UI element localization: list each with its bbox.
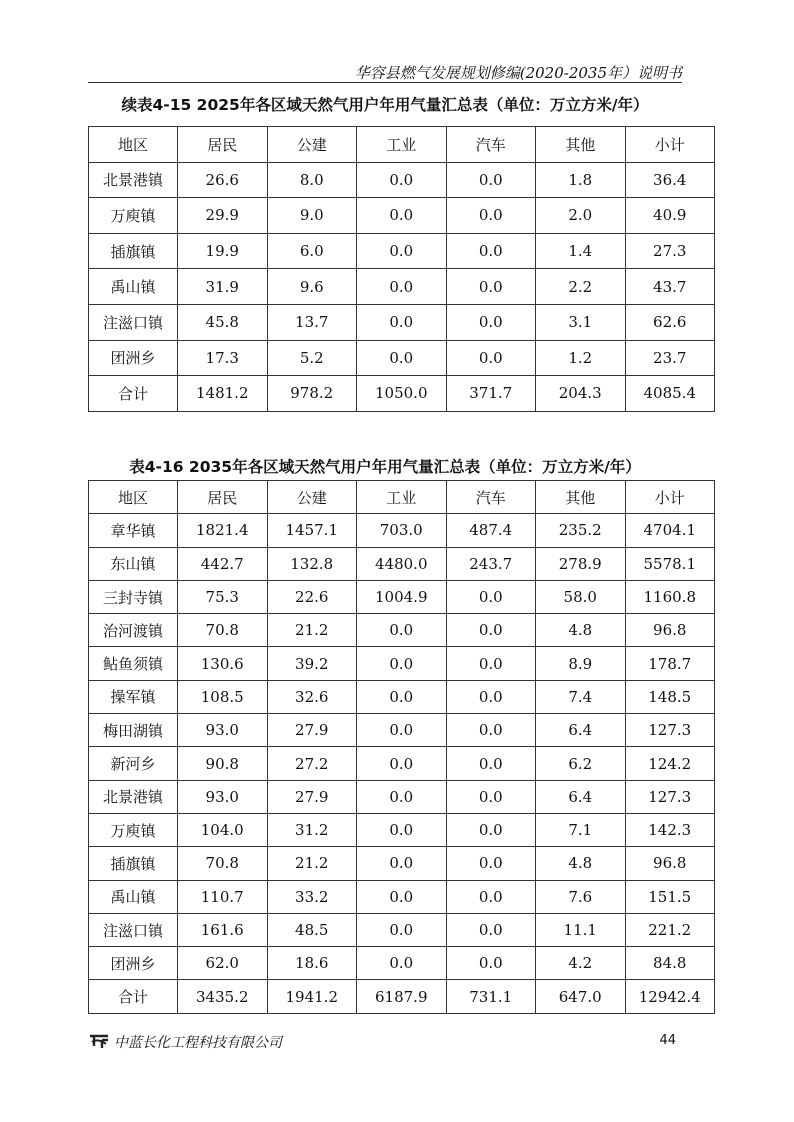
value-cell: 161.6 xyxy=(178,913,268,946)
value-cell: 6.0 xyxy=(267,233,357,269)
value-cell: 731.1 xyxy=(446,980,536,1013)
value-cell: 0.0 xyxy=(357,780,447,813)
value-cell: 9.6 xyxy=(267,269,357,305)
value-cell: 0.0 xyxy=(446,269,536,305)
column-header: 小计 xyxy=(625,481,715,514)
column-header: 汽车 xyxy=(446,481,536,514)
table-row xyxy=(89,813,715,846)
table-row xyxy=(89,233,715,269)
value-cell: 40.9 xyxy=(625,198,715,234)
value-cell: 1160.8 xyxy=(625,580,715,613)
value-cell: 7.1 xyxy=(536,813,626,846)
table-header-row xyxy=(89,127,715,163)
value-cell: 2.0 xyxy=(536,198,626,234)
value-cell: 0.0 xyxy=(446,913,536,946)
value-cell: 104.0 xyxy=(178,813,268,846)
value-cell: 27.2 xyxy=(267,747,357,780)
column-header: 汽车 xyxy=(446,127,536,163)
value-cell: 19.9 xyxy=(178,233,268,269)
value-cell: 0.0 xyxy=(446,714,536,747)
region-cell: 章华镇 xyxy=(89,514,178,547)
value-cell: 148.5 xyxy=(625,680,715,713)
value-cell: 127.3 xyxy=(625,780,715,813)
value-cell: 127.3 xyxy=(625,714,715,747)
value-cell: 0.0 xyxy=(357,813,447,846)
table-row xyxy=(89,647,715,680)
value-cell: 84.8 xyxy=(625,947,715,980)
value-cell: 0.0 xyxy=(446,647,536,680)
value-cell: 0.0 xyxy=(446,580,536,613)
value-cell: 39.2 xyxy=(267,647,357,680)
value-cell: 0.0 xyxy=(446,614,536,647)
column-header: 公建 xyxy=(267,481,357,514)
table-row xyxy=(89,304,715,340)
value-cell: 0.0 xyxy=(446,198,536,234)
table-row xyxy=(89,880,715,913)
table-row xyxy=(89,680,715,713)
value-cell: 130.6 xyxy=(178,647,268,680)
table-row xyxy=(89,947,715,980)
value-cell: 0.0 xyxy=(357,647,447,680)
region-cell: 东山镇 xyxy=(89,547,178,580)
value-cell: 6.2 xyxy=(536,747,626,780)
value-cell: 442.7 xyxy=(178,547,268,580)
value-cell: 0.0 xyxy=(357,269,447,305)
value-cell: 0.0 xyxy=(357,233,447,269)
table2-caption: 表4-16 2035年各区域天然气用户年用气量汇总表（单位：万立方米/年） xyxy=(129,458,641,476)
column-header: 工业 xyxy=(357,127,447,163)
value-cell: 43.7 xyxy=(625,269,715,305)
header-divider xyxy=(88,82,682,83)
value-cell: 0.0 xyxy=(446,947,536,980)
value-cell: 36.4 xyxy=(625,162,715,198)
region-cell: 注滋口镇 xyxy=(89,304,178,340)
value-cell: 90.8 xyxy=(178,747,268,780)
value-cell: 0.0 xyxy=(357,162,447,198)
value-cell: 0.0 xyxy=(357,947,447,980)
table-row xyxy=(89,376,715,412)
region-cell: 三封寺镇 xyxy=(89,580,178,613)
value-cell: 27.9 xyxy=(267,780,357,813)
value-cell: 0.0 xyxy=(446,747,536,780)
value-cell: 1050.0 xyxy=(357,376,447,412)
company-name: 中蓝长化工程科技有限公司 xyxy=(114,1035,282,1051)
value-cell: 21.2 xyxy=(267,847,357,880)
value-cell: 1.8 xyxy=(536,162,626,198)
column-header: 小计 xyxy=(625,127,715,163)
value-cell: 0.0 xyxy=(357,304,447,340)
value-cell: 5578.1 xyxy=(625,547,715,580)
value-cell: 243.7 xyxy=(446,547,536,580)
value-cell: 6187.9 xyxy=(357,980,447,1013)
column-header: 居民 xyxy=(178,481,268,514)
value-cell: 62.0 xyxy=(178,947,268,980)
table-row xyxy=(89,340,715,376)
value-cell: 647.0 xyxy=(536,980,626,1013)
value-cell: 978.2 xyxy=(267,376,357,412)
value-cell: 278.9 xyxy=(536,547,626,580)
column-header: 工业 xyxy=(357,481,447,514)
region-cell: 万庾镇 xyxy=(89,198,178,234)
table-row xyxy=(89,847,715,880)
region-cell: 合计 xyxy=(89,376,178,412)
value-cell: 18.6 xyxy=(267,947,357,980)
value-cell: 0.0 xyxy=(446,847,536,880)
value-cell: 58.0 xyxy=(536,580,626,613)
value-cell: 8.9 xyxy=(536,647,626,680)
table1-gas-usage-2025 xyxy=(88,126,715,412)
value-cell: 132.8 xyxy=(267,547,357,580)
value-cell: 27.9 xyxy=(267,714,357,747)
page-header-title: 华容县燃气发展规划修编(2020-2035年）说明书 xyxy=(354,64,682,82)
value-cell: 1941.2 xyxy=(267,980,357,1013)
value-cell: 22.6 xyxy=(267,580,357,613)
value-cell: 0.0 xyxy=(357,913,447,946)
value-cell: 0.0 xyxy=(357,340,447,376)
company-logo-icon xyxy=(88,1032,110,1050)
region-cell: 禹山镇 xyxy=(89,880,178,913)
value-cell: 487.4 xyxy=(446,514,536,547)
region-cell: 万庾镇 xyxy=(89,813,178,846)
value-cell: 62.6 xyxy=(625,304,715,340)
table-row xyxy=(89,269,715,305)
value-cell: 33.2 xyxy=(267,880,357,913)
table-row xyxy=(89,780,715,813)
value-cell: 1457.1 xyxy=(267,514,357,547)
value-cell: 4704.1 xyxy=(625,514,715,547)
column-header: 地区 xyxy=(89,127,178,163)
value-cell: 7.6 xyxy=(536,880,626,913)
value-cell: 6.4 xyxy=(536,714,626,747)
value-cell: 1.2 xyxy=(536,340,626,376)
page-footer xyxy=(88,1030,682,1052)
column-header: 其他 xyxy=(536,127,626,163)
value-cell: 0.0 xyxy=(357,614,447,647)
value-cell: 235.2 xyxy=(536,514,626,547)
region-cell: 禹山镇 xyxy=(89,269,178,305)
value-cell: 13.7 xyxy=(267,304,357,340)
value-cell: 2.2 xyxy=(536,269,626,305)
value-cell: 7.4 xyxy=(536,680,626,713)
value-cell: 8.0 xyxy=(267,162,357,198)
value-cell: 29.9 xyxy=(178,198,268,234)
value-cell: 0.0 xyxy=(446,880,536,913)
table-row xyxy=(89,747,715,780)
value-cell: 23.7 xyxy=(625,340,715,376)
table-row xyxy=(89,580,715,613)
region-cell: 团洲乡 xyxy=(89,947,178,980)
table-header-row xyxy=(89,481,715,514)
table-row xyxy=(89,714,715,747)
value-cell: 0.0 xyxy=(357,747,447,780)
value-cell: 9.0 xyxy=(267,198,357,234)
value-cell: 1481.2 xyxy=(178,376,268,412)
value-cell: 0.0 xyxy=(446,233,536,269)
value-cell: 3435.2 xyxy=(178,980,268,1013)
value-cell: 0.0 xyxy=(446,304,536,340)
value-cell: 142.3 xyxy=(625,813,715,846)
table1-caption: 续表4-15 2025年各区域天然气用户年用气量汇总表（单位：万立方米/年） xyxy=(121,96,649,114)
value-cell: 32.6 xyxy=(267,680,357,713)
value-cell: 17.3 xyxy=(178,340,268,376)
table-row xyxy=(89,198,715,234)
region-cell: 注滋口镇 xyxy=(89,913,178,946)
value-cell: 31.2 xyxy=(267,813,357,846)
region-cell: 鲇鱼须镇 xyxy=(89,647,178,680)
value-cell: 0.0 xyxy=(357,714,447,747)
column-header: 地区 xyxy=(89,481,178,514)
value-cell: 108.5 xyxy=(178,680,268,713)
value-cell: 703.0 xyxy=(357,514,447,547)
region-cell: 插旗镇 xyxy=(89,847,178,880)
value-cell: 48.5 xyxy=(267,913,357,946)
value-cell: 96.8 xyxy=(625,847,715,880)
column-header: 公建 xyxy=(267,127,357,163)
region-cell: 新河乡 xyxy=(89,747,178,780)
value-cell: 5.2 xyxy=(267,340,357,376)
value-cell: 11.1 xyxy=(536,913,626,946)
value-cell: 0.0 xyxy=(446,680,536,713)
value-cell: 221.2 xyxy=(625,913,715,946)
value-cell: 70.8 xyxy=(178,614,268,647)
region-cell: 梅田湖镇 xyxy=(89,714,178,747)
region-cell: 北景港镇 xyxy=(89,780,178,813)
value-cell: 4085.4 xyxy=(625,376,715,412)
value-cell: 110.7 xyxy=(178,880,268,913)
value-cell: 1.4 xyxy=(536,233,626,269)
region-cell: 插旗镇 xyxy=(89,233,178,269)
value-cell: 26.6 xyxy=(178,162,268,198)
table-row xyxy=(89,913,715,946)
region-cell: 北景港镇 xyxy=(89,162,178,198)
value-cell: 0.0 xyxy=(357,198,447,234)
value-cell: 21.2 xyxy=(267,614,357,647)
table-row xyxy=(89,514,715,547)
region-cell: 治河渡镇 xyxy=(89,614,178,647)
value-cell: 151.5 xyxy=(625,880,715,913)
value-cell: 0.0 xyxy=(446,780,536,813)
table-row xyxy=(89,980,715,1013)
value-cell: 31.9 xyxy=(178,269,268,305)
value-cell: 0.0 xyxy=(446,813,536,846)
value-cell: 4.2 xyxy=(536,947,626,980)
table-row xyxy=(89,547,715,580)
value-cell: 4.8 xyxy=(536,847,626,880)
value-cell: 4.8 xyxy=(536,614,626,647)
table-row xyxy=(89,162,715,198)
value-cell: 70.8 xyxy=(178,847,268,880)
region-cell: 操军镇 xyxy=(89,680,178,713)
region-cell: 合计 xyxy=(89,980,178,1013)
value-cell: 27.3 xyxy=(625,233,715,269)
value-cell: 204.3 xyxy=(536,376,626,412)
region-cell: 团洲乡 xyxy=(89,340,178,376)
value-cell: 12942.4 xyxy=(625,980,715,1013)
column-header: 居民 xyxy=(178,127,268,163)
value-cell: 1821.4 xyxy=(178,514,268,547)
value-cell: 93.0 xyxy=(178,714,268,747)
value-cell: 0.0 xyxy=(446,340,536,376)
value-cell: 45.8 xyxy=(178,304,268,340)
value-cell: 96.8 xyxy=(625,614,715,647)
value-cell: 0.0 xyxy=(357,680,447,713)
value-cell: 0.0 xyxy=(357,880,447,913)
value-cell: 75.3 xyxy=(178,580,268,613)
value-cell: 6.4 xyxy=(536,780,626,813)
value-cell: 371.7 xyxy=(446,376,536,412)
value-cell: 124.2 xyxy=(625,747,715,780)
value-cell: 4480.0 xyxy=(357,547,447,580)
value-cell: 3.1 xyxy=(536,304,626,340)
page-number: 44 xyxy=(659,1033,676,1048)
table-row xyxy=(89,614,715,647)
value-cell: 1004.9 xyxy=(357,580,447,613)
table2-gas-usage-2035 xyxy=(88,480,715,1014)
value-cell: 0.0 xyxy=(357,847,447,880)
value-cell: 0.0 xyxy=(446,162,536,198)
value-cell: 93.0 xyxy=(178,780,268,813)
column-header: 其他 xyxy=(536,481,626,514)
value-cell: 178.7 xyxy=(625,647,715,680)
